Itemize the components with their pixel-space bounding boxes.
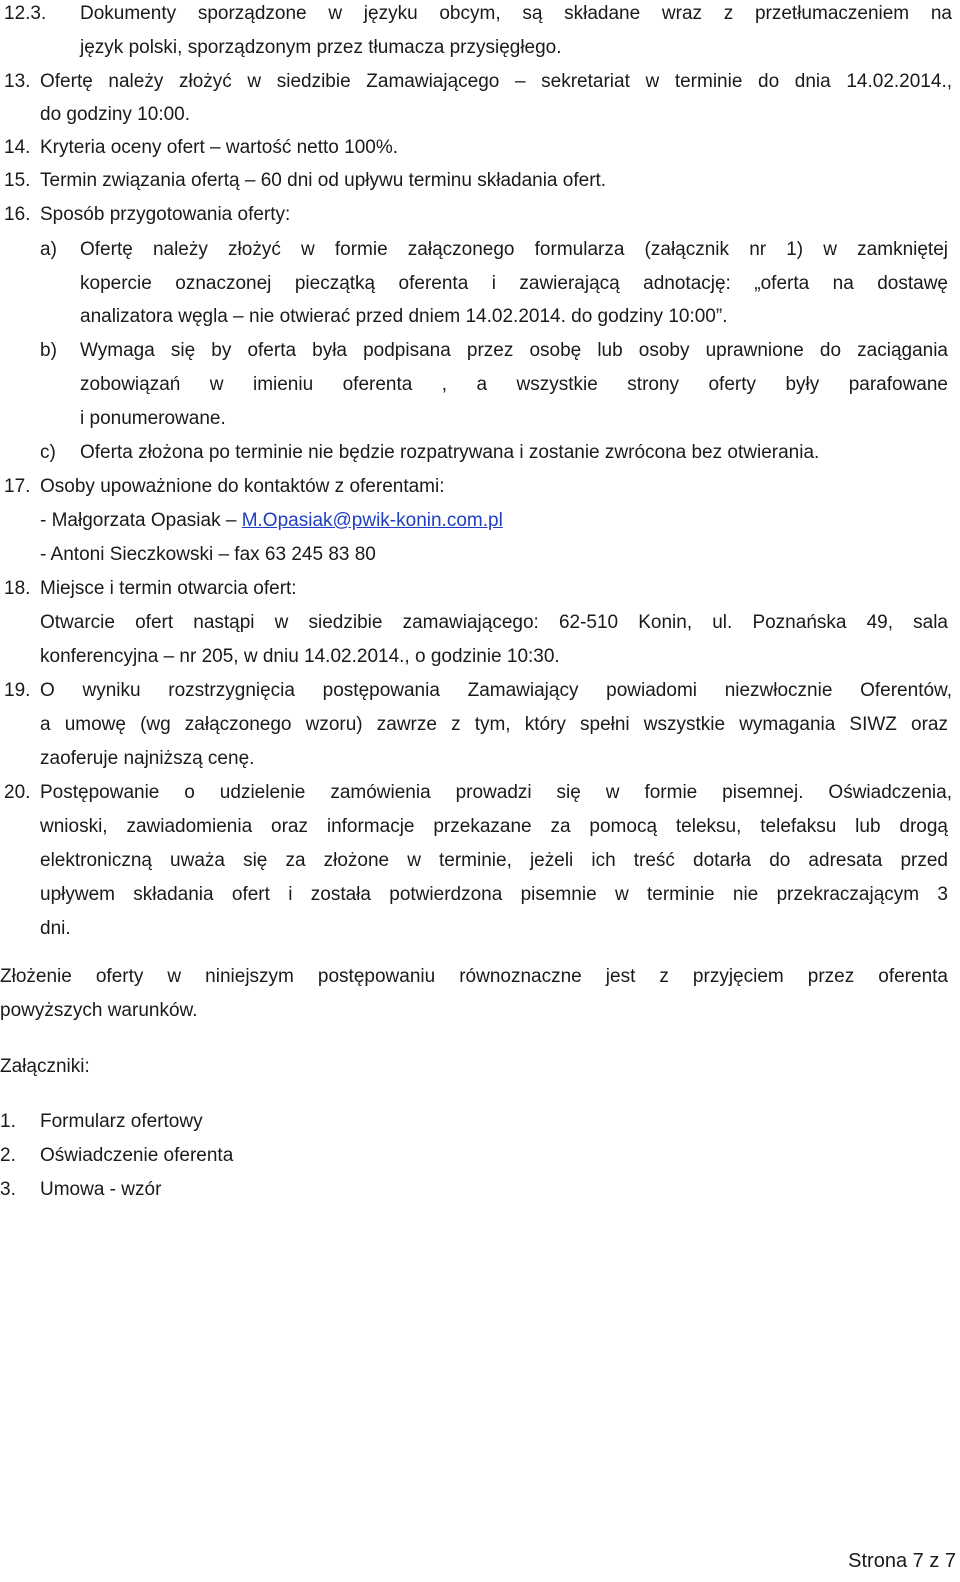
item-text-line: zobowiązań w imieniu oferenta , a wszystkie strony oferty były parafowane [80,374,948,395]
contact-name: - Małgorzata Opasiak – [40,510,242,531]
item-text-line: elektroniczną uważa się za złożone w terminie, jeżeli ich treść dotarła do adresata przed [40,850,948,871]
attachment-number: 2. [0,1145,16,1166]
item-text-line: wnioski, zawiadomienia oraz informacje przekazane za pomocą teleksu, telefaksu lub drogą [40,816,948,837]
attachments-heading: Załączniki: [0,1056,90,1077]
item-text-line: analizatora węgla – nie otwierać przed dniem 14.02.2014. do godziny 10:00”. [80,306,728,327]
item-text-line: Otwarcie ofert nastąpi w siedzibie zamawiającego: 62-510 Konin, ul. Poznańska 49, sala [40,612,948,633]
item-text-line: O wyniku rozstrzygnięcia postępowania Zamawiający powiadomi niezwłocznie Oferentów, [40,680,952,701]
item-number: 14. [4,137,31,158]
sub-item-label: b) [40,340,57,361]
email-link[interactable]: M.Opasiak@pwik-konin.com.pl [241,510,503,531]
item-text-line: Postępowanie o udzielenie zamówienia prowadzi się w formie pisemnej. Oświadczenia, [40,782,952,803]
contact-line: - Antoni Sieczkowski – fax 63 245 83 80 [40,544,376,565]
contact-line [40,509,503,533]
item-text-line: Sposób przygotowania oferty: [40,204,291,225]
item-number: 15. [4,170,31,191]
item-text-line: konferencyjna – nr 205, w dniu 14.02.2014., o godzinie 10:30. [40,646,560,667]
item-text-line: język polski, sporządzonym przez tłumacza przysięgłego. [80,37,562,58]
item-text-line: do godziny 10:00. [40,104,191,125]
item-number: 13. [4,71,31,92]
item-text-line: Termin związania ofertą – 60 dni od upływu terminu składania ofert. [40,170,607,191]
item-text-line: i ponumerowane. [80,408,226,429]
item-text-line: Osoby upoważnione do kontaktów z oferentami: [40,476,445,497]
attachment-number: 1. [0,1111,16,1132]
sub-item-label: a) [40,239,57,260]
item-text-line: Wymaga się by oferta była podpisana przez osobę lub osoby uprawnione do zaciągania [80,340,948,361]
item-text-line: upływem składania ofert i została potwierdzona pisemnie w terminie nie przekraczającym 3 [40,884,948,905]
item-text-line: zaoferuje najniższą cenę. [40,748,255,769]
item-text-line: Miejsce i termin otwarcia ofert: [40,578,297,599]
item-text-line: Dokumenty sporządzone w języku obcym, są składane wraz z przetłumaczeniem na [80,3,952,24]
item-number: 16. [4,204,31,225]
sub-item-label: c) [40,442,56,463]
attachment-label: Formularz ofertowy [40,1111,203,1132]
item-number: 17. [4,476,31,497]
attachment-label: Oświadczenie oferenta [40,1145,234,1166]
attachment-number: 3. [0,1179,16,1200]
attachment-label: Umowa - wzór [40,1179,162,1200]
item-text-line: Ofertę należy złożyć w formie załączonego formularza (załącznik nr 1) w zamkniętej [80,239,948,260]
item-text-line: kopercie oznaczonej pieczątką oferenta i zawierającą adnotację: „oferta na dostawę [80,273,948,294]
item-number: 12.3. [4,3,47,24]
page-number: Strona 7 z 7 [848,1550,956,1572]
item-text-line: Kryteria oceny ofert – wartość netto 100%. [40,137,399,158]
item-text-line: Oferta złożona po terminie nie będzie rozpatrywana i zostanie zwrócona bez otwierania. [80,442,820,463]
closing-text-line: powyższych warunków. [0,1000,198,1021]
item-text-line: Ofertę należy złożyć w siedzibie Zamawiającego – sekretariat w terminie do dnia 14.02.2014., [40,71,952,92]
item-text-line: dni. [40,918,71,939]
item-number: 20. [4,782,31,803]
closing-text-line: Złożenie oferty w niniejszym postępowaniu równoznaczne jest z przyjęciem przez oferenta [0,966,948,987]
item-number: 19. [4,680,31,701]
item-number: 18. [4,578,31,599]
item-text-line: a umowę (wg załączonego wzoru) zawrze z tym, który spełni wszystkie wymagania SIWZ oraz [40,714,948,735]
